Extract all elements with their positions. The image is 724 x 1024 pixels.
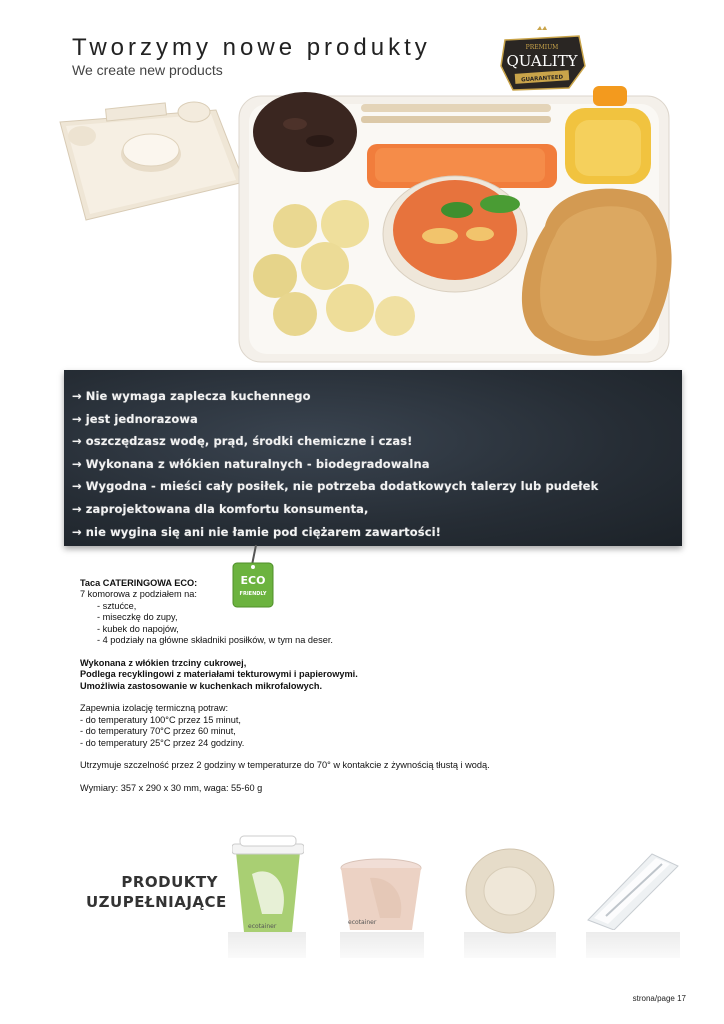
badge-main-text: QUALITY	[506, 52, 578, 70]
coffee-cup-image	[232, 834, 304, 934]
insulation-item: - do temperatury 70°C przez 60 minut,	[80, 726, 236, 737]
arrow-right-icon: →	[72, 501, 82, 516]
features-chalkboard	[64, 370, 682, 546]
feature-item: → nie wygina się ani nie łamie pod ciężarem zawartości!	[72, 524, 441, 539]
feature-item: → oszczędzasz wodę, prąd, środki chemiczne i czas!	[72, 434, 413, 449]
material-line: Wykonana z włókien trzciny cukrowej,	[80, 657, 247, 668]
meal-tray-image	[235, 86, 683, 368]
product-shadow	[228, 932, 306, 958]
insulation-intro: Zapewnia izolację termiczną potraw:	[80, 703, 229, 714]
insulation-item: - do temperatury 25°C przez 24 godziny.	[80, 737, 245, 748]
arrow-right-icon: →	[72, 456, 82, 471]
arrow-right-icon: →	[72, 411, 82, 426]
cup-brand-label: ecotainer	[248, 923, 277, 930]
product-shadow	[464, 932, 556, 958]
badge-top-text: PREMIUM	[525, 44, 559, 51]
dimensions-text: Wymiary: 357 x 290 x 30 mm, waga: 55-60 g	[80, 783, 263, 794]
description-item: - miseczkę do zupy,	[97, 612, 178, 623]
arrow-right-icon: →	[72, 389, 82, 403]
empty-tray-image	[56, 92, 246, 222]
arrow-right-icon: →	[72, 479, 82, 494]
eco-tag-line2: FRIENDLY	[239, 591, 267, 597]
page-number: strona/page 17	[632, 994, 686, 1003]
description-item: - kubek do napojów,	[97, 623, 179, 634]
feature-item: → jest jednorazowa	[72, 411, 198, 426]
page-title: Tworzymy nowe produkty	[72, 34, 431, 61]
feature-item: → Nie wymaga zaplecza kuchennego	[72, 389, 311, 403]
description-item: - 4 podziały na główne składniki posiłków, w tym na deser.	[97, 635, 333, 646]
feature-item: → zaprojektowana dla komfortu konsumenta,	[72, 501, 369, 516]
arrow-right-icon: →	[72, 434, 82, 449]
badge-bottom-text: GUARANTEED	[520, 74, 564, 84]
insulation-item: - do temperatury 100°C przez 15 minut,	[80, 714, 241, 725]
description-intro: 7 komorowa z podziałem na:	[80, 589, 197, 600]
arrow-right-icon: →	[72, 524, 82, 539]
product-shadow	[586, 932, 680, 958]
cutlery-set-image	[582, 850, 682, 930]
product-shadow	[340, 932, 424, 958]
complementary-products-title: PRODUKTY UZUPEŁNIAJĄCE	[86, 873, 227, 911]
bowl-brand-label: ecotainer	[348, 919, 377, 926]
features-list	[64, 370, 682, 543]
plate-image	[464, 848, 556, 934]
material-line: Podlega recyklingowi z materiałami tekturowymi i papierowymi.	[80, 669, 358, 680]
page-subtitle: We create new products	[72, 62, 223, 78]
material-line: Umożliwia zastosowanie w kuchenkach mikrofalowych.	[80, 680, 323, 691]
description-heading: Taca CATERINGOWA ECO:	[80, 578, 198, 588]
product-description	[80, 578, 600, 795]
feature-item: → Wygodna - mieści cały posiłek, nie potrzeba dodatkowych talerzy lub pudełek	[72, 479, 599, 494]
tightness-text: Utrzymuje szczelność przez 2 godziny w temperaturze do 70° w kontakcie z żywnością tłustą i wodą.	[80, 760, 490, 771]
eco-tag-line1: ECO	[240, 574, 266, 587]
description-item: - sztućce,	[97, 600, 137, 611]
feature-item: → Wykonana z włókien naturalnych - biodegradowalna	[72, 456, 430, 471]
paper-bowl-image	[340, 858, 422, 934]
